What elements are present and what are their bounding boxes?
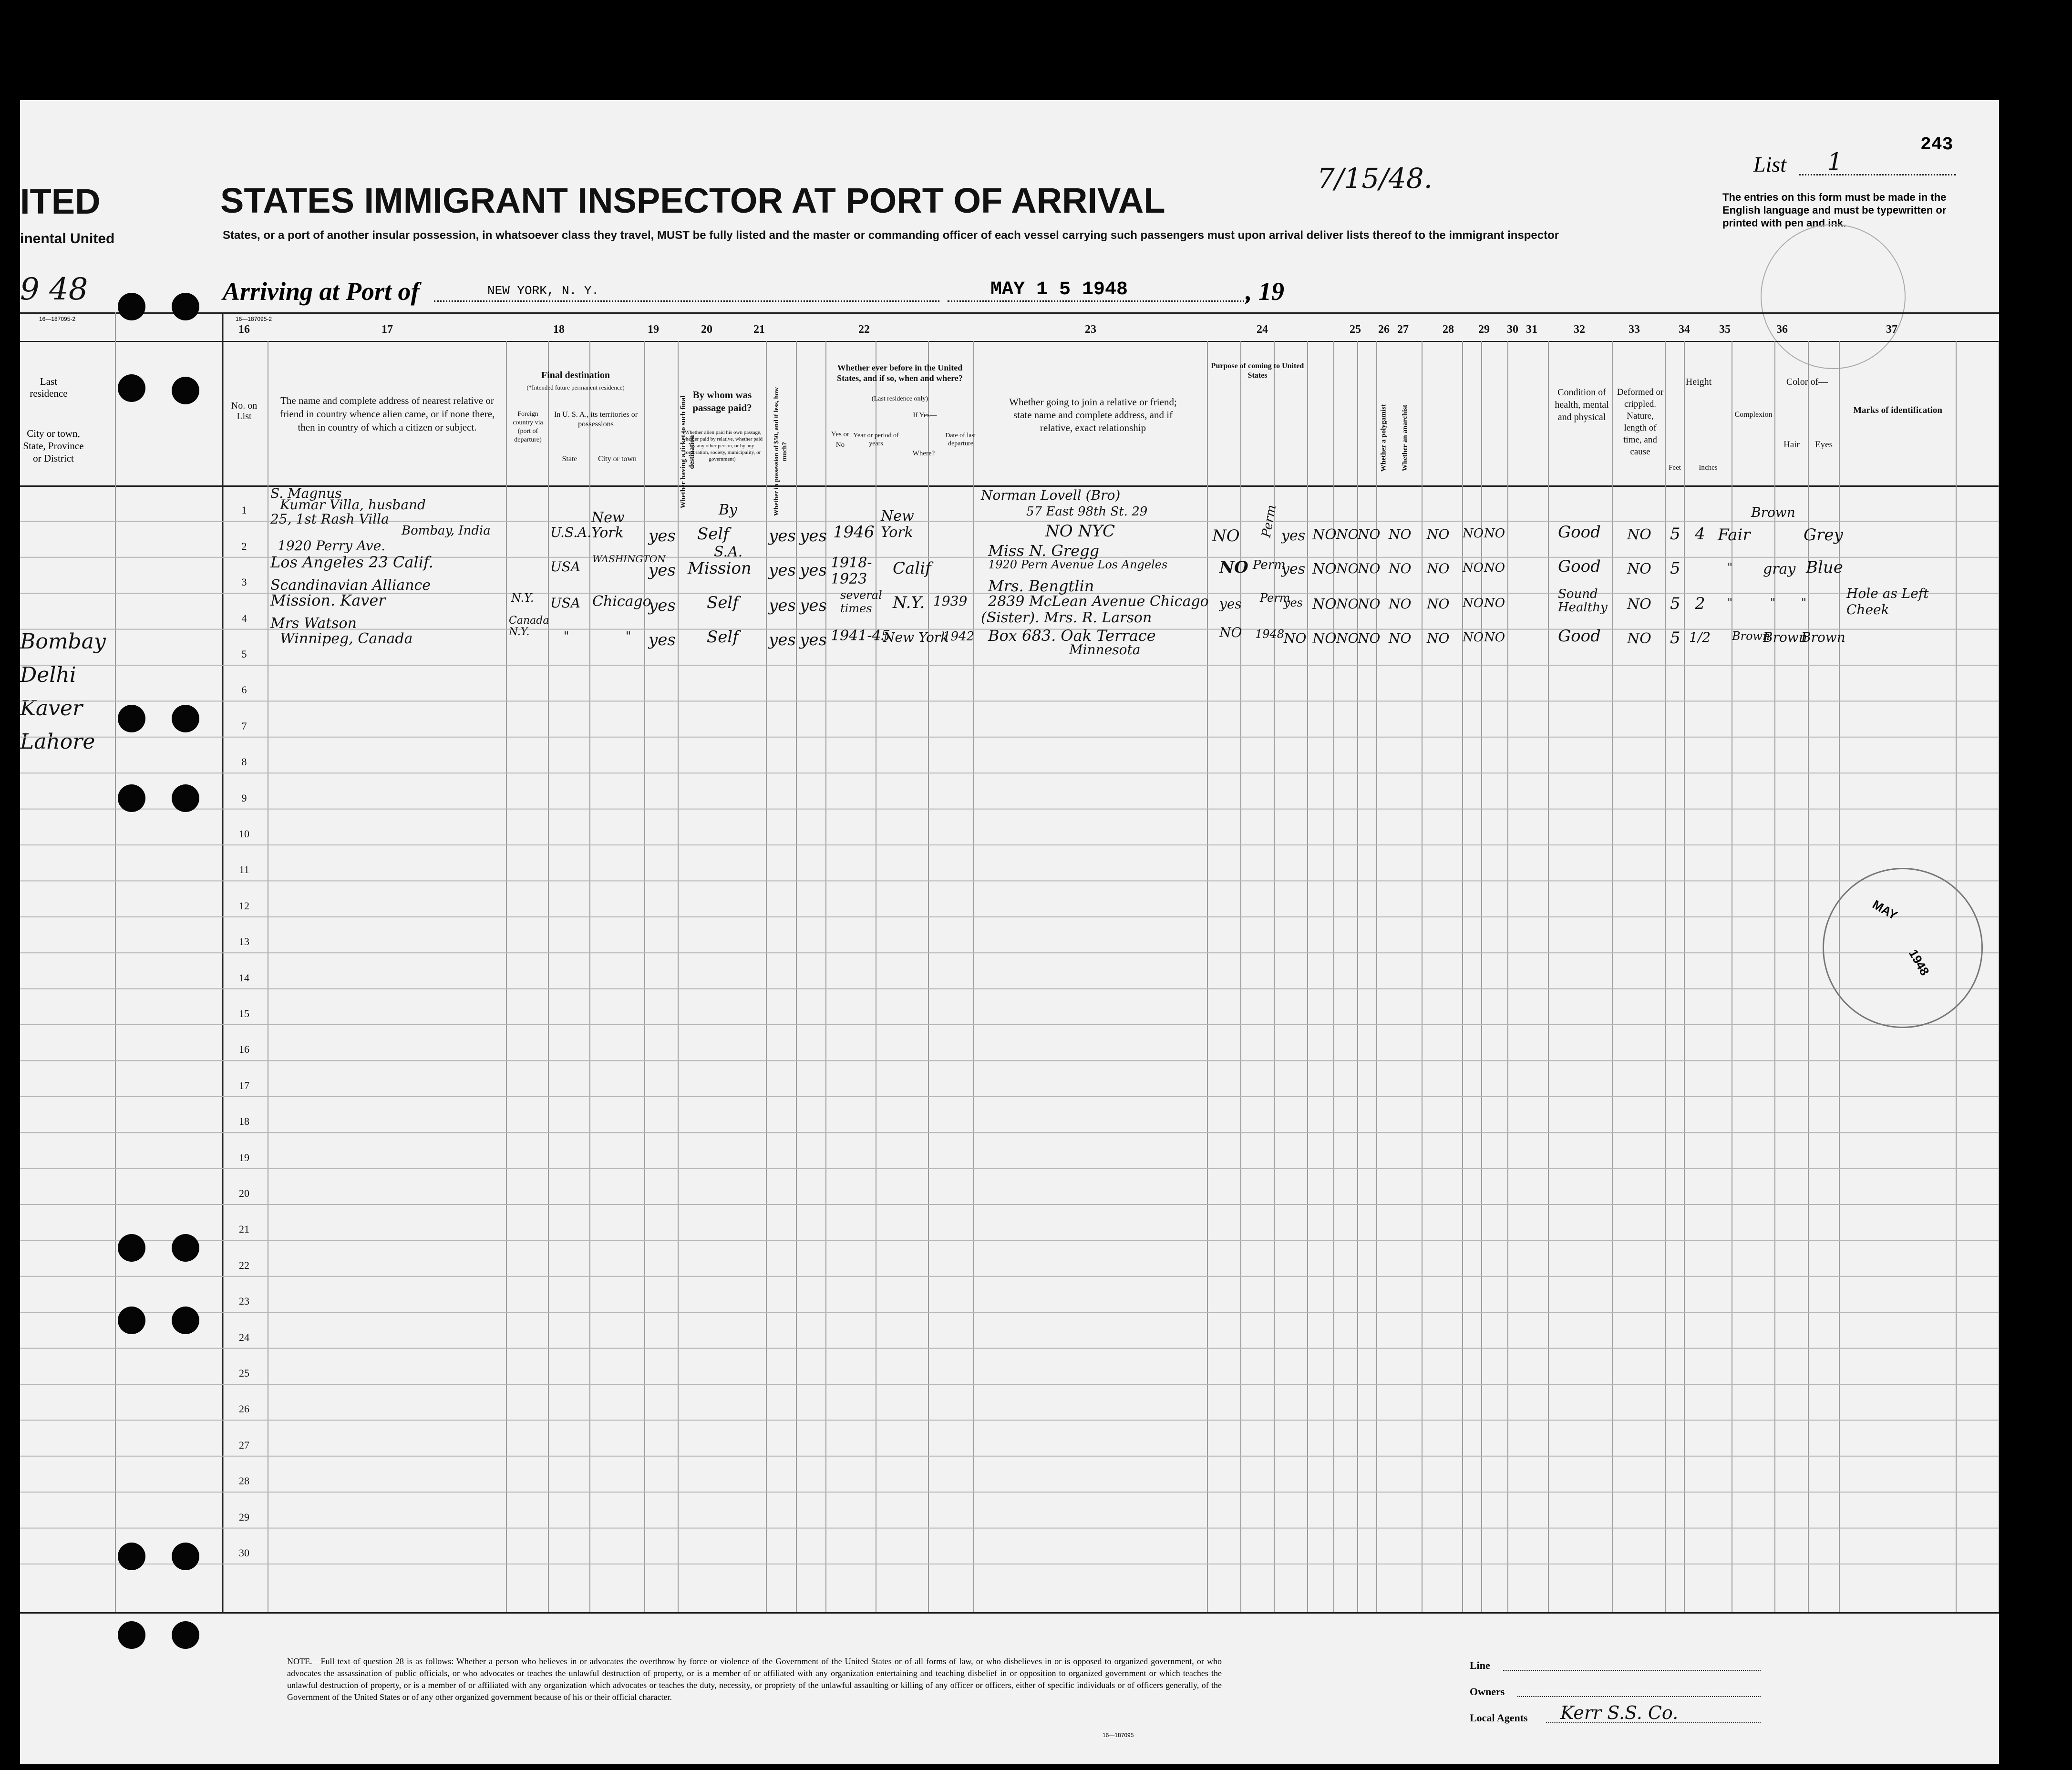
col-28-number: 28 xyxy=(1443,323,1454,336)
col-26-number: 26 xyxy=(1378,323,1390,336)
row4-relative-line2: Winnipeg, Canada xyxy=(280,630,413,647)
row4-inches: 1/2 xyxy=(1689,629,1711,645)
row1-c26: NO xyxy=(1336,526,1359,542)
row1-c24c: yes xyxy=(1281,527,1306,544)
page-title: STATES IMMIGRANT INSPECTOR AT PORT OF ARRIVAL xyxy=(220,181,1165,220)
col-35-number: 35 xyxy=(1719,323,1731,336)
row-number: 22 xyxy=(239,1259,249,1271)
year-prefix: , 19 xyxy=(1246,277,1284,306)
row-number: 16 xyxy=(239,1043,249,1056)
row1-inches: 4 xyxy=(1695,525,1705,544)
header-ticket: Whether having a ticket to such final destination xyxy=(680,395,696,509)
list-number: 1 xyxy=(1827,148,1843,175)
row3-c24c: yes xyxy=(1284,596,1303,609)
row1-c24b: Perm xyxy=(1259,504,1279,539)
stamp-text-year: 1948 xyxy=(1906,947,1932,978)
row4-c30: NO xyxy=(1463,630,1484,645)
row4-join-line3: Minnesota xyxy=(1069,642,1141,658)
footer-note: NOTE.—Full text of question 28 is as follows: Whether a person who believes in or advocates the overthrow by force or violence of the Government of the United States or of all forms of law, or who disbelieves in or is opposed to organized government, or who advocates the assassination of public officials, or who advocates or teaches the unlawful destruction of property, or is a member of or affiliated with any organization entertaining and teaching disbelief in or opposition to organized government or which teaches the unlawful destruction of property, or is a member of or affiliated with any organization which advocates or teaches the duty, necessity, or propriety of the unlawful assaulting or killing of any officer or officers, either of specific individuals or of officers generally, of the Government of the United States or of any other organized government because of his or their official character. xyxy=(287,1657,1222,1702)
header-state: State xyxy=(562,455,577,463)
row2-c24b: Perm xyxy=(1253,558,1286,572)
row2-c24a: NO xyxy=(1219,558,1248,577)
row-number: 5 xyxy=(241,648,247,660)
header-inches: Inches xyxy=(1699,464,1718,472)
punch-hole xyxy=(172,705,199,732)
row3-fifty: yes xyxy=(769,596,796,615)
row4-fifty: yes xyxy=(769,630,796,649)
row2-join-line2: 1920 Pern Avenue Los Angeles xyxy=(988,558,1168,571)
header-anarchist: Whether an anarchist xyxy=(1401,404,1409,472)
row-number: 4 xyxy=(241,612,247,624)
footer-owners-label: Owners xyxy=(1470,1686,1505,1698)
row2-health: Good xyxy=(1558,557,1601,576)
row2-c25: NO xyxy=(1312,561,1337,577)
row1-c27: NO xyxy=(1358,526,1381,542)
header-no-on-list: No. on List xyxy=(231,401,258,422)
header-fifty-dollars: Whether in possession of $50, and if less, how much? xyxy=(773,387,788,516)
header-in-usa: In U. S. A., its territories or possessions xyxy=(554,411,638,428)
row4-c24c: NO xyxy=(1284,630,1307,646)
row4-city: " xyxy=(626,629,631,643)
header-height: Height xyxy=(1685,377,1712,387)
col-22-number: 22 xyxy=(858,323,870,336)
row1-join-line3: NO NYC xyxy=(1045,522,1115,541)
row4-state: " xyxy=(564,629,569,643)
footer-line-label: Line xyxy=(1470,1659,1490,1671)
date-stamp: MAY 1 5 1948 xyxy=(990,279,1128,300)
punch-hole xyxy=(118,1543,145,1570)
row4-before: yes xyxy=(800,630,827,649)
row2-year: 1918-1923 xyxy=(831,555,872,587)
punch-hole xyxy=(172,293,199,320)
row1-relative-line4: Bombay, India xyxy=(402,524,491,538)
row3-feet: 5 xyxy=(1670,594,1680,613)
row3-c29: NO xyxy=(1427,596,1450,612)
punch-hole xyxy=(172,1621,199,1649)
col-37-number: 37 xyxy=(1886,323,1897,336)
row4-c29: NO xyxy=(1427,630,1450,646)
left-fragment-subtitle: inental United xyxy=(20,231,115,247)
row1-c25: NO xyxy=(1312,526,1337,543)
row-number: 12 xyxy=(239,899,249,912)
row3-paid: Self xyxy=(707,593,739,612)
row1-relative-line3: 25, 1st Rash Villa xyxy=(270,511,389,527)
row3-health: Sound Healthy xyxy=(1558,587,1608,615)
row-number: 28 xyxy=(239,1475,249,1487)
col-36-number: 36 xyxy=(1776,323,1788,336)
row3-ticket: yes xyxy=(649,596,676,615)
row1-join-line1: Norman Lovell (Bro) xyxy=(981,487,1121,503)
header-final-destination-sub: (*Intended future permanent residence) xyxy=(526,384,625,391)
row1-c28: NO xyxy=(1389,526,1412,542)
header-before-in-us-sub: (Last residence only) xyxy=(871,395,928,402)
col-17-number: 17 xyxy=(381,323,393,336)
row1-c24a: NO xyxy=(1212,526,1240,545)
header-year-period: Year or period of years xyxy=(853,432,899,447)
row2-complexion: " xyxy=(1727,561,1733,574)
row1-before: yes xyxy=(800,526,827,545)
row1-paid: Self xyxy=(697,525,729,544)
row-number: 29 xyxy=(239,1511,249,1523)
row-number: 2 xyxy=(241,540,247,552)
header-feet: Feet xyxy=(1669,464,1681,472)
manifest-grid xyxy=(20,100,1999,1764)
row1-city: New York xyxy=(591,509,625,541)
row1-c29: NO xyxy=(1427,526,1450,542)
punch-hole xyxy=(172,1234,199,1262)
row3-state: USA xyxy=(550,595,580,611)
row-number: 15 xyxy=(239,1008,249,1019)
row4-c31: NO xyxy=(1484,630,1505,645)
residence-header: Last residence xyxy=(30,376,68,399)
header-if-yes: If Yes— xyxy=(913,412,937,419)
col-24-number: 24 xyxy=(1257,323,1268,336)
row2-city: WASHINGTON xyxy=(592,553,666,565)
row2-c28: NO xyxy=(1389,561,1412,576)
row-number: 6 xyxy=(241,684,247,696)
col-27-number: 27 xyxy=(1397,323,1409,336)
row2-relative-line1: 1920 Perry Ave. xyxy=(278,538,386,554)
row2-feet: 5 xyxy=(1670,559,1680,578)
row3-c24b: Perm xyxy=(1260,591,1290,605)
col-25-number: 25 xyxy=(1350,323,1361,336)
row4-deformed: NO xyxy=(1627,630,1651,647)
row-number: 30 xyxy=(239,1547,249,1559)
row1-c30: NO xyxy=(1463,526,1484,541)
row2-join-line1: Miss N. Gregg xyxy=(988,542,1100,560)
header-health: Condition of health, mental and physical xyxy=(1555,387,1609,422)
row1-join-line2: 57 East 98th St. 29 xyxy=(1026,504,1148,519)
row1-relative-line2: Kumar Villa, husband xyxy=(280,497,426,513)
manifest-page xyxy=(20,100,1999,1764)
footer-owners-rule xyxy=(1517,1696,1761,1697)
header-passage-paid: By whom was passage paid? xyxy=(692,389,752,413)
row4-year: 1941-45 xyxy=(831,628,890,644)
header-before-in-us: Whether ever before in the United States, and if so, when and where? xyxy=(837,363,963,383)
punch-hole xyxy=(172,1543,199,1570)
header-join-relative: Whether going to join a relative or friend; state name and complete address, and if relative, exact relationship xyxy=(1009,396,1177,433)
header-date-departure: Date of last departure xyxy=(945,432,976,447)
row3-inches: 2 xyxy=(1695,594,1705,613)
row-number: 17 xyxy=(239,1079,249,1091)
row-number: 9 xyxy=(241,792,247,804)
row4-eyes: Brown xyxy=(1801,629,1845,645)
residence-2: Delhi xyxy=(20,663,76,687)
col-34-number: 34 xyxy=(1679,323,1690,336)
form-code-mid: 16—187095-2 xyxy=(236,316,272,322)
row2-paid: Mission xyxy=(688,559,752,578)
row3-marks: Hole as Left Cheek xyxy=(1846,586,1929,617)
col-30-number: 30 xyxy=(1507,323,1518,336)
col-19-number: 19 xyxy=(648,323,659,336)
row4-join-line1: (Sister). Mrs. R. Larson xyxy=(981,609,1152,626)
row1-eyes: Grey xyxy=(1804,525,1843,545)
punch-hole xyxy=(118,1307,145,1334)
row3-before: yes xyxy=(800,596,827,615)
row1-paid-extra: By xyxy=(719,502,737,518)
col-18-number: 18 xyxy=(553,323,565,336)
header-yes-no: Yes or No xyxy=(831,431,850,449)
row2-where: Calif xyxy=(893,559,931,578)
row2-c29: NO xyxy=(1427,561,1450,576)
row3-date-dep: 1939 xyxy=(933,593,968,609)
residence-subheader: City or town, State, Province or District xyxy=(23,428,84,464)
row2-fifty: yes xyxy=(769,561,796,580)
row3-c24a: yes xyxy=(1219,596,1242,612)
row-number: 3 xyxy=(241,576,247,588)
row4-c24b: 1948 xyxy=(1255,628,1285,641)
row-number: 10 xyxy=(239,828,249,840)
row3-join-line1: Mrs. Bengtlin xyxy=(988,577,1094,595)
row-number: 21 xyxy=(239,1223,249,1235)
col-32-number: 32 xyxy=(1574,323,1585,336)
col-16-number: 16 xyxy=(238,323,250,336)
row3-deformed: NO xyxy=(1627,596,1651,613)
row2-paid-extra: S.A. xyxy=(714,544,743,560)
col-33-number: 33 xyxy=(1629,323,1640,336)
row-number: 8 xyxy=(241,756,247,768)
header-foreign-country: Foreign country via (port of departure) xyxy=(513,411,543,443)
col-23-number: 23 xyxy=(1085,323,1096,336)
row2-c27: NO xyxy=(1358,561,1381,576)
punch-hole xyxy=(172,1307,199,1334)
row3-c26: NO xyxy=(1336,596,1359,612)
row4-foreign: Canada N.Y. xyxy=(509,615,549,638)
port-name: NEW YORK, N. Y. xyxy=(487,284,599,298)
row3-c27: NO xyxy=(1358,596,1381,612)
header-marks: Marks of identification xyxy=(1853,405,1942,415)
row3-c28: NO xyxy=(1389,596,1412,612)
page-number: 243 xyxy=(1920,134,1953,155)
punch-hole xyxy=(118,784,145,812)
row-number: 25 xyxy=(239,1367,249,1379)
row4-where: New York xyxy=(883,629,949,645)
row3-foreign: N.Y. xyxy=(511,591,534,605)
footer-form-code: 16—187095 xyxy=(1103,1732,1134,1739)
header-color-of: Color of— xyxy=(1786,377,1828,387)
row1-state: U.S.A. xyxy=(550,525,592,540)
row1-health: Good xyxy=(1558,523,1601,542)
row-number: 24 xyxy=(239,1331,249,1343)
row2-deformed: NO xyxy=(1627,561,1651,577)
row-number: 19 xyxy=(239,1151,249,1163)
punch-hole xyxy=(118,374,145,402)
residence-1: Bombay xyxy=(20,629,106,654)
col-20-number: 20 xyxy=(701,323,712,336)
row4-c26: NO xyxy=(1336,630,1359,646)
header-where: Where? xyxy=(912,450,935,457)
residence-4: Lahore xyxy=(20,730,95,754)
list-label: List xyxy=(1753,152,1787,176)
row2-relative-line2: Los Angeles 23 Calif. xyxy=(270,553,433,571)
header-complexion: Complexion xyxy=(1734,411,1773,419)
col-21-number: 21 xyxy=(753,323,765,336)
row-number: 13 xyxy=(239,936,249,948)
header-deformed: Deformed or crippled. Nature, length of time, and cause xyxy=(1617,387,1664,457)
row3-hair: " xyxy=(1770,596,1776,609)
header-final-destination: Final destination xyxy=(541,370,610,381)
row1-year: 1946 xyxy=(833,523,875,542)
row1-c31: NO xyxy=(1484,526,1505,541)
header-polygamist: Whether a polygamist xyxy=(1380,404,1388,472)
row2-c24c: yes xyxy=(1281,561,1306,577)
row2-ticket: yes xyxy=(649,561,676,580)
footer-agents-signature: Kerr S.S. Co. xyxy=(1560,1702,1679,1723)
row3-year: several times xyxy=(840,588,882,615)
left-fragment-title: ITED xyxy=(20,182,101,221)
footer-agents-label: Local Agents xyxy=(1470,1712,1528,1724)
row-number: 14 xyxy=(239,971,249,984)
punch-hole xyxy=(118,705,145,732)
row2-before: yes xyxy=(800,561,827,580)
col-31-number: 31 xyxy=(1526,323,1537,336)
row2-state: USA xyxy=(550,559,580,575)
row2-c26: NO xyxy=(1336,561,1359,576)
punch-hole xyxy=(172,784,199,812)
row-number: 27 xyxy=(239,1439,249,1451)
row4-join-line2: Box 683. Oak Terrace xyxy=(988,627,1156,645)
row3-c30: NO xyxy=(1463,596,1484,610)
row4-date-dep: 1942 xyxy=(943,629,975,644)
form-code-left: 16—187095-2 xyxy=(39,316,76,322)
arriving-label: Arriving at Port of xyxy=(223,277,420,306)
circular-stamp xyxy=(1823,868,1983,1028)
footer-line-rule xyxy=(1503,1670,1761,1671)
row2-eyes: Blue xyxy=(1806,558,1843,577)
row-number: 7 xyxy=(241,720,247,732)
row1-hair: Brown xyxy=(1751,504,1795,520)
row1-ticket: yes xyxy=(649,526,676,545)
header-eyes: Eyes xyxy=(1815,440,1833,450)
row3-city: Chicago xyxy=(592,593,651,610)
row3-relative-line1: Scandinavian Alliance xyxy=(270,577,431,594)
stamp-text-month: MAY xyxy=(1870,897,1900,923)
row1-fifty: yes xyxy=(769,526,796,545)
row3-relative-line2: Mission. Kaver xyxy=(270,591,386,609)
row4-paid: Self xyxy=(707,628,739,647)
left-fragment-year: 9 48 xyxy=(20,272,88,307)
row-number: 23 xyxy=(239,1295,249,1307)
row-number: 1 xyxy=(241,504,247,516)
row4-ticket: yes xyxy=(649,630,676,649)
row4-relative-line1: Mrs Watson xyxy=(270,615,357,632)
header-relative-address: The name and complete address of nearest relative or friend in country whence alien came, or if none there, then in country of which a citizen or subject. xyxy=(279,395,495,433)
row4-feet: 5 xyxy=(1670,628,1680,648)
row3-eyes: " xyxy=(1801,596,1807,609)
header-hair: Hair xyxy=(1783,440,1800,450)
row-number: 11 xyxy=(239,864,249,876)
row-number: 20 xyxy=(239,1187,249,1199)
row1-relative-line1: S. Magnus xyxy=(270,485,342,501)
punch-hole xyxy=(118,1234,145,1262)
punch-hole xyxy=(118,293,145,320)
header-passage-paid-sub: (Whether alien paid his own passage, whether paid by relative, whether paid by any other person, or by any corporation, society, municipality, or government) xyxy=(681,430,763,462)
row2-c30: NO xyxy=(1463,561,1484,575)
row4-hair: Brown xyxy=(1763,629,1807,645)
row3-complexion: " xyxy=(1727,596,1733,609)
row4-complexion-note: Brown xyxy=(1732,629,1770,643)
row2-c31: NO xyxy=(1484,561,1505,575)
row4-c28: NO xyxy=(1389,630,1412,646)
header-city: City or town xyxy=(598,455,637,463)
row1-feet: 5 xyxy=(1670,525,1680,544)
row1-complexion: Fair xyxy=(1718,525,1751,545)
handwritten-date: 7/15/48. xyxy=(1317,162,1433,195)
residence-3: Kaver xyxy=(20,696,83,720)
row4-c27: NO xyxy=(1358,630,1381,646)
row2-hair: gray xyxy=(1763,561,1796,577)
header-purpose: Purpose of coming to United States xyxy=(1211,362,1304,380)
row3-c25: NO xyxy=(1312,596,1337,613)
form-instructions: The entries on this form must be made in the English language and must be typewritten or printed with pen and ink. xyxy=(1722,191,1947,229)
punch-hole xyxy=(172,377,199,404)
row4-health: Good xyxy=(1558,627,1601,646)
punch-hole xyxy=(118,1621,145,1649)
row3-c31: NO xyxy=(1484,596,1505,610)
row-number: 18 xyxy=(239,1115,249,1128)
row1-deformed: NO xyxy=(1627,526,1651,543)
row1-where: New York xyxy=(881,508,914,541)
row3-where: N.Y. xyxy=(893,593,925,612)
row-number: 26 xyxy=(239,1403,249,1415)
page-subtitle: States, or a port of another insular possession, in whatsoever class they travel, MUST be fully listed and the master or commanding officer of each vessel carrying such passengers must upon arrival deliver lists thereof to the immigrant inspector xyxy=(223,229,1559,242)
row3-join-line2: 2839 McLean Avenue Chicago xyxy=(988,593,1209,610)
col-29-number: 29 xyxy=(1478,323,1490,336)
row4-c25: NO xyxy=(1312,630,1337,647)
row4-c24a: NO xyxy=(1219,625,1242,640)
